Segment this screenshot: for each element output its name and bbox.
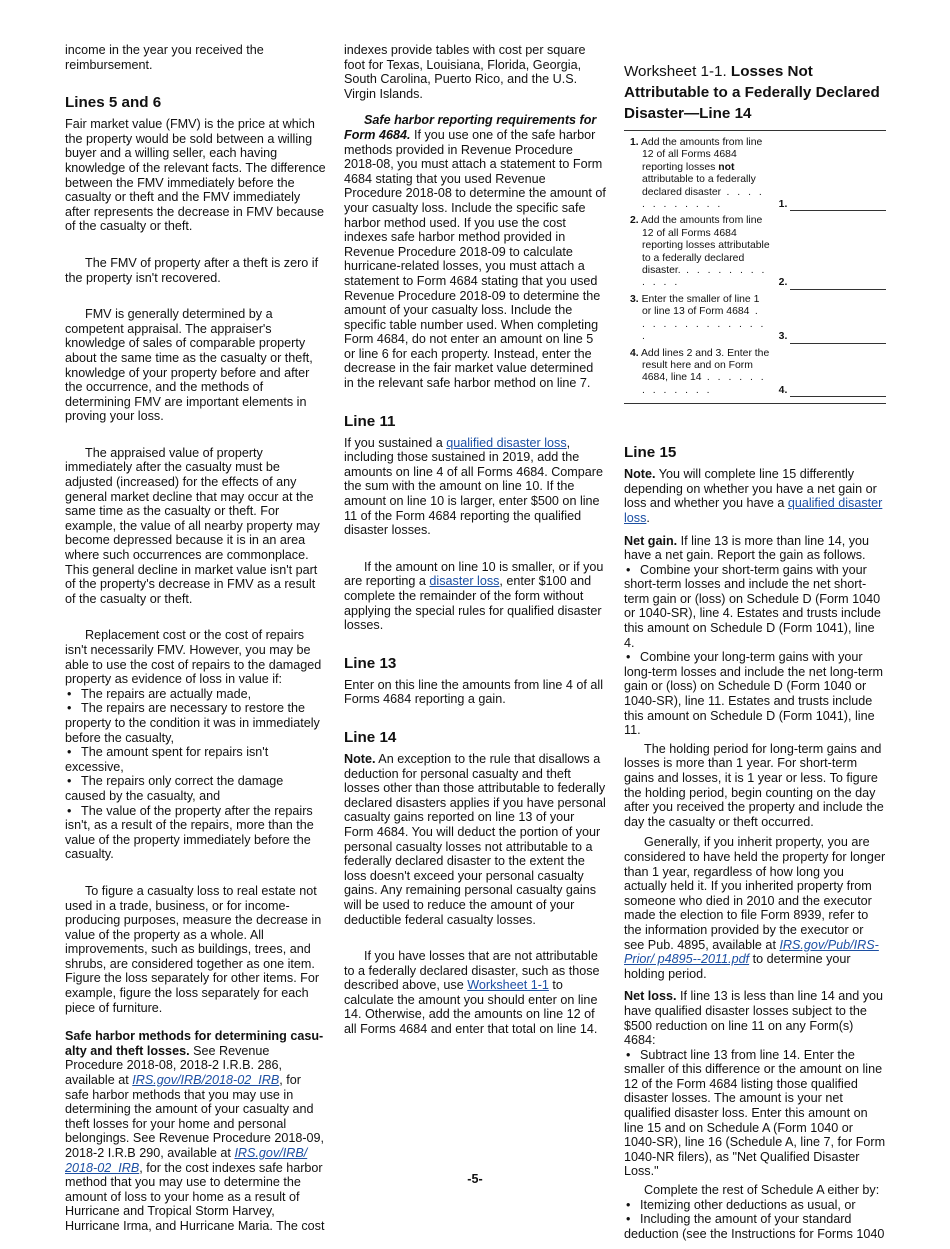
row-text-1: Add the amounts from line 12 of all Forms 4684 reporting losses <box>641 137 763 173</box>
worksheet-row <box>630 215 886 289</box>
line-11b-text-1: If the amount on line 10 is smaller, or if you are reporting a <box>344 559 604 589</box>
replacement-cost-paragraph: Replacement cost or the cost of repairs isn't necessarily FMV. However, you may be able to use the cost of repairs to the damaged property as evidence of loss in value if: <box>65 628 322 687</box>
leader-dots: . . . . . . . . . . . . <box>642 186 765 211</box>
fmv-theft-paragraph: The FMV of property after a theft is zero if the property isn't recovered. <box>65 255 319 285</box>
heading-line-13: Line 13 <box>344 654 397 672</box>
worksheet-row <box>630 137 886 211</box>
row-text-2: attributable to a federally declared disaster <box>642 174 756 198</box>
worksheet-row-text <box>630 294 771 344</box>
irs-irb-link-1[interactable]: IRS.gov/IRB/2018-02_IRB <box>132 1073 280 1088</box>
entry-line-4[interactable] <box>790 386 886 397</box>
list-item: • Combine your long-term gains with your long-term losses and include the net long-term gain or (loss) on Schedule D (Form 1040 or 1040-SR), line 11. Estates and trusts include this amount on Schedule D (Form 1041), line 11. <box>624 650 886 738</box>
line-14b-text-1: If you have losses that are not attributable to a federally declared disaster, such as those described above, use <box>344 949 600 993</box>
safe-harbor-reporting-paragraph <box>344 113 606 390</box>
line-11b-text-2: , enter $100 and complete the remainder of the form without applying the special rules for qualified disaster losses. <box>344 574 602 633</box>
heading-lines-5-6: Lines 5 and 6 <box>65 94 162 112</box>
qualified-disaster-loss-link-2[interactable]: qualified disaster loss <box>624 496 883 525</box>
list-item: • The value of the property after the repairs isn't, as a result of the repairs, more than the value of the property immediately before the casualty. <box>65 804 327 862</box>
fmv-definition-paragraph: Fair market value (FMV) is the price at which the property would be sold between a willing buyer and a willing seller, each having knowledge of the relevant facts. The difference between the FMV immediately before the casualty or theft and the FMV immediately after represents the decrease in FMV because of the casualty or theft. <box>65 117 326 234</box>
repair-conditions-list <box>65 687 327 862</box>
appraised-value-paragraph: The appraised value of property immediately after the casualty must be adjusted (increased) for the effects of any general market decline that may occur at the same time as the casualty or theft. For example, the value of all nearby property may become depressed because it is in an area where such occurrences are commonplace. This general decline in market value isn't part of the property's decrease in FMV as a result of the casualty or theft. <box>65 445 320 606</box>
schedule-a-options-list <box>624 1198 886 1242</box>
worksheet-title <box>624 61 886 124</box>
pub-4895-link[interactable]: IRS.gov/Pub/IRS-Prior/ p4895--2011.pdf <box>624 937 879 967</box>
cost-index-continuation: indexes provide tables with cost per square foot for Texas, Louisiana, Florida, Georgia, South Carolina, Puerto Rico, and the U.S. Virgin Islands. <box>344 43 586 101</box>
row-number: 2. <box>630 215 639 227</box>
worksheet-title-prefix: Worksheet 1-1. <box>624 63 731 80</box>
disaster-loss-link[interactable]: disaster loss <box>429 574 500 589</box>
line-reference: 4. <box>778 384 788 396</box>
row-text-1: Add the amounts from line 12 of all Forms 4684 reporting losses attributable to a federally declared disaster. <box>641 215 770 277</box>
worksheet-row-text <box>630 215 771 289</box>
safe-harbor-methods-lead: Safe harbor methods for determining casu- alty and theft losses. <box>65 1029 324 1058</box>
net-loss-paragraph <box>624 989 886 1047</box>
intro-paragraph: income in the year you received the reimbursement. <box>65 43 264 72</box>
safe-harbor-text-1: See Revenue Procedure 2018-08, 2018-2 I.R.B. 286, available at <box>65 1043 283 1088</box>
list-item: • The repairs are actually made, <box>65 687 327 702</box>
worksheet-row-text <box>630 137 771 211</box>
list-item: • Itemizing other deductions as usual, or <box>624 1198 886 1213</box>
line-reference: 1. <box>778 199 788 211</box>
safe-harbor-text-2: , for safe harbor methods that you may use in determining the amount of your casualty and theft losses for your home and personal belongings. See Revenue Procedure 2018-09, 2018-2 I.R.B 290, available at <box>65 1073 325 1160</box>
list-item: • The amount spent for repairs isn't excessive, <box>65 745 327 774</box>
worksheet-row-text <box>630 348 771 398</box>
worksheet-1-1-link[interactable]: Worksheet 1-1 <box>467 978 549 993</box>
worksheet-row <box>630 294 886 344</box>
line-14-worksheet-paragraph <box>344 949 606 1037</box>
column-middle <box>344 43 606 1045</box>
note-label: Note. <box>344 751 376 766</box>
inherit-text-2: to determine your holding period. <box>624 952 851 981</box>
heading-line-14: Line 14 <box>344 728 397 746</box>
row-text-1: Enter the smaller of line 1 or line 13 of Form 4684 <box>641 293 760 318</box>
safe-harbor-reporting-text: If you use one of the safe harbor methods provided in Revenue Procedure 2018-08, you must attach a statement to Form 4684 stating that you used Revenue Procedure 2018-08 to determine the amount of your casualty loss. Include the specific safe harbor method used. If you use the cost indexes safe harbor method provided in Revenue Procedure 2018-09 to calculate hurricane-related losses, you must attach a statement to Form 4684 stating that you used Revenue Procedure 2018-09 to determine the amount of your casualty loss. Include the specific table number used. When completing Form 4684, do not enter an amount on line 5 or line 6 for each property. Instead, enter the decrease in the fair market value determined in the relevant safe harbor method on line 7. <box>344 127 606 391</box>
fmv-appraisal-paragraph: FMV is generally determined by a competent appraisal. The appraiser's knowledge of sales of comparable property about the same time as the casualty or theft, knowledge of your property before and after the occurrence, and the methods of determining FMV are important elements in proving your loss. <box>65 307 313 424</box>
net-loss-list <box>624 1048 886 1179</box>
line-14-note-paragraph <box>344 752 606 927</box>
irs-irb-link-2[interactable]: IRS.gov/IRB/ 2018-02_IRB <box>65 1146 308 1175</box>
line-11-text-1: If you sustained a <box>344 435 447 450</box>
worksheet-row <box>630 348 886 398</box>
inherited-property-paragraph <box>624 835 886 981</box>
list-item: • Including the amount of your standard deduction (see the Instructions for Forms 1040 <box>624 1212 886 1241</box>
list-item: • The repairs are necessary to restore the property to the condition it was in immediately before the casualty, <box>65 701 327 745</box>
safe-harbor-methods-paragraph <box>65 1029 327 1233</box>
row-number: 3. <box>630 293 639 305</box>
row-number: 4. <box>630 347 639 359</box>
list-item: • The repairs only correct the damage caused by the casualty, and <box>65 774 327 803</box>
leader-dots: . . . . . . . . . . . . . . <box>642 306 766 343</box>
safe-harbor-reporting-lead: Safe harbor reporting requirements for Form 4684. <box>344 113 597 142</box>
row-number: 1. <box>630 137 639 148</box>
list-item: • Subtract line 13 from line 14. Enter the smaller of this difference or the amount on line 12 of the Form 4684 listing those qualified disaster losses. The amount is your net qualified disaster loss. Enter this amount on line 15 and on Schedule A (Form 1040 or 1040-SR), line 16 (Schedule A, line 7, for Form 1040-NR filers), as "Net Qualified Disaster Loss." <box>624 1048 886 1179</box>
entry-line-1[interactable] <box>790 200 886 211</box>
inherit-text-1: Generally, if you inherit property, you are considered to have held the property for longer than 1 year, regardless of how long you actually held it. If you inherited property from someone who died in 2010 and the executor made the election to file Form 8939, refer to the information provided by the executor or see Pub. 4895, available at <box>624 835 886 952</box>
heading-line-15: Line 15 <box>624 444 677 462</box>
complete-schedule-a-paragraph: Complete the rest of Schedule A either by: <box>644 1183 880 1198</box>
line-13-paragraph: Enter on this line the amounts from line 4 of all Forms 4684 reporting a gain. <box>344 677 604 707</box>
line-11-text-2: , including those sustained in 2019, add the amounts on line 4 of all Forms 4684. Compare the sum with the amount on line 10. If the amount on line 10 is larger, enter $500 on line 11 of the Form 4684 reporting the qualified disaster losses. <box>344 435 604 538</box>
net-gain-list <box>624 563 886 738</box>
list-item: • Combine your short-term gains with your short-term losses and include the net short-term gain or (loss) on Schedule D (Form 1040 or 1040-SR), line 4. Estates and trusts include this amount on Schedule D (Form 1041), line 4. <box>624 563 886 651</box>
net-gain-text: If line 13 is more than line 14, you have a net gain. Report the gain as follows. <box>624 533 870 563</box>
real-estate-paragraph: To figure a casualty loss to real estate not used in a trade, business, or for income-producing purposes, measure the decrease in value of the property as a whole. All improvements, such as buildings, trees, and shrubs, are considered together as one item. Figure the loss separately for other items. For example, figure the loss separately for each piece of furniture. <box>65 883 322 1015</box>
worksheet-1-1 <box>624 130 886 404</box>
line-reference: 3. <box>778 331 788 343</box>
row-text-bold: not <box>718 161 735 173</box>
row-text-1: Add lines 2 and 3. Enter the result here and on Form 4684, line 14 <box>641 347 770 384</box>
worksheet-title-bold: Losses Not Attributable to a Federally Declared Disaster—Line 14 <box>624 63 880 122</box>
net-loss-text: If line 13 is less than line 14 and you have qualified disaster losses subject to the $500 reduction on line 11 on any Form(s) 4684: <box>624 989 884 1048</box>
line-reference: 2. <box>778 277 788 289</box>
line-15-text-2: . <box>646 510 650 525</box>
line-14b-text-2: to calculate the amount you should enter on line 14. Otherwise, add the amounts on line 12 of all Forms 4684 and enter that total on line 14. <box>344 978 598 1037</box>
page-number: -5- <box>467 1172 483 1186</box>
line-14-note-text: An exception to the rule that disallows a deduction for personal casualty and theft losses other than those attributable to federally declared disasters applies if you have personal casualty gains reported on line 13 of your Form 4684. You will deduct the portion of your personal casualty losses not attributable to a federally declared disaster to the extent the loss doesn't exceed your personal casualty gains. Any remaining personal casualty gains will be used to reduce the amount of your deductible federal casualty losses. <box>344 751 606 927</box>
entry-line-2[interactable] <box>790 279 886 290</box>
leader-dots: . . . . . . . . . . . . . <box>642 372 767 396</box>
entry-line-3[interactable] <box>790 333 886 344</box>
heading-line-11: Line 11 <box>344 412 396 430</box>
line-11-paragraph <box>344 436 606 538</box>
holding-period-paragraph: The holding period for long-term gains and losses is more than 1 year. For short-term gains and losses, it is 1 year or less. To figure the holding period, begin counting on the day after you received the property and include the day the casualty or theft occurred. <box>624 741 884 829</box>
line-15-text-1: You will complete line 15 differently depending on whether you have a net gain or loss and whether you have a <box>624 467 877 511</box>
line-11-smaller-paragraph <box>344 560 606 633</box>
leader-dots: . . . . . . . . . . . . <box>642 265 767 289</box>
line-15-note-paragraph <box>624 467 886 525</box>
safe-harbor-text-3: , for the cost indexes safe harbor method that you may use to determine the amount of loss to your home as a result of Hurricane and Tropical Storm Harvey, Hurricane Irma, and Hurricane Maria. The cost <box>65 1160 325 1233</box>
net-loss-lead: Net loss. <box>624 989 677 1004</box>
column-left <box>65 43 327 1242</box>
net-gain-lead: Net gain. <box>624 533 678 548</box>
qualified-disaster-loss-link[interactable]: qualified disaster loss <box>446 435 567 450</box>
net-gain-paragraph <box>624 534 886 563</box>
column-right <box>624 43 886 1249</box>
note-label: Note. <box>624 467 656 482</box>
